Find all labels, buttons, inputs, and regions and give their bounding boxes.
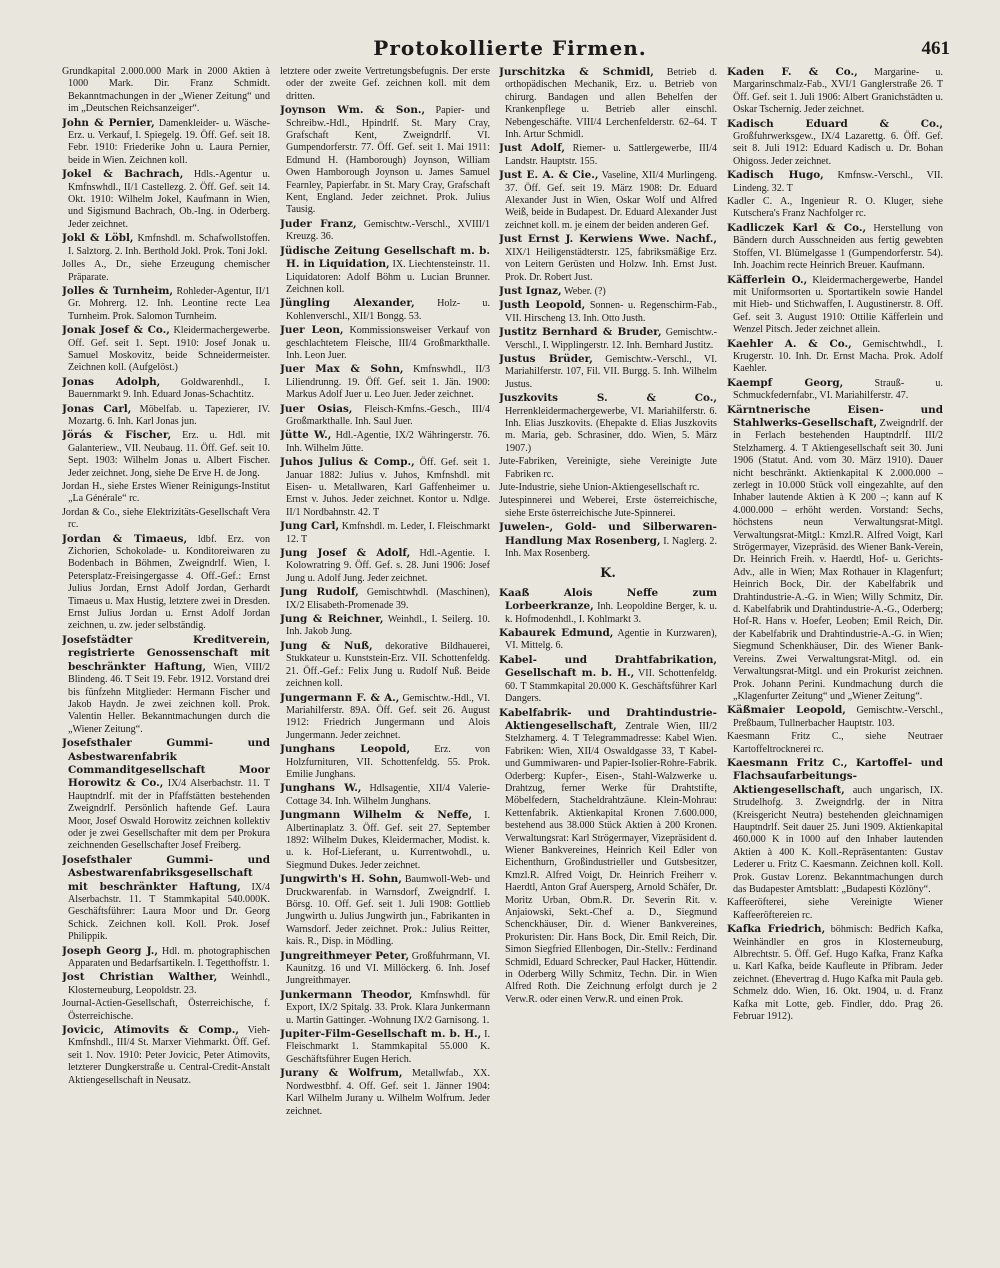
firm-name: Josefsthaler Gummi- und Asbestwarenfabrik Commanditgesellschaft Moor Horowitz & Co., [62, 737, 270, 790]
directory-entry [727, 274, 943, 337]
entry-text: Herstellung von Bändern durch Ausschneiden aus fertig gewebten Stoffen, VI. Blümelgasse 1 (Gumpendorferstr. 54). Inh. Joachim recte Heinrich Breuer. Kaufmann. [733, 222, 943, 272]
entry-text: IX/4 Alserbachstr. 11. T Stammkapital 540.000K. Geschäftsführer: Laura Moor und Dr. Georg Schick. Zeichnen koll. Koll. Prok. Josef Philippik. [68, 881, 270, 943]
entry-text: I. Fleischmarkt 1. Stammkapital 55.000 K. Geschäftsführer Eugen Herich. [286, 1029, 490, 1065]
entry-text: Vaseline, XII/4 Murlingeng. 37. Öff. Gef. seit 19. März 1908: Dr. Eduard Alexander Just in Wien, Oskar Wolf und Alfred Weiß, beide in Budapest. Dr. Eduard Alexander Just zeichnet koll. m. je einem der beiden anderen Gef. [505, 170, 717, 231]
page-title: Protokollierte Firmen. [373, 36, 647, 60]
entry-text: Kommissionsweiser Verkauf von geschlachtetem Fleische, III/4 Großmarkthalle. Inh. Leon Juer. [286, 325, 490, 361]
firm-name: Josefsthaler Gummi- und Asbestwarenfabriksgesellschaft mit beschränkter Haftung, [62, 853, 270, 893]
firm-name: Junghans Leopold, [280, 743, 411, 756]
directory-entry [280, 429, 490, 455]
entry-text: böhmisch: Bedřich Kafka, Weinhändler en gros in Klosterneuburg, Albrechtstr. 5. Öff. Gef. Hugo Kafka, Franz Kafka u. Karl Kafka, beide Kaufleute in Přibram. Jeder zeichnet. (Ehevertrag d. Hugo Kafka mit Paula geb. Schmelz ddo. Wien, 16. Okt. 1904, u. d. Franz Kafka mit Lotte, geb. Findler, ddo. Prag 26. Februar 1912). [733, 924, 943, 1023]
entry-text: Zweigndrlf. der in Ferlach bestehenden Hauptndrlf. III/2 Stelzhamerg. 4. T Aktiengesellschaft seit 30. Juni 1906 (Statut. And. vom 30. März 1910). Dauer nicht beschränkt. Aktienkapital K 2.000.000 – zerlegt in 10.000 Stück voll eingezahlte, auf den Inhaber lautende Aktien à K 200 –; kann auf K 4.000.000 – erhöht werden. Vorstand: Sechs, höchstens neun Verwaltungsrat-Mitgl. Verwaltungsrat-Mitgl.: Kmzl.R. Alfred Voigt, Karl Strögermayer, Vizepräsid. des Wiener Bank-Verein, Dr. Heinrich Freih. v. Haerdtl, Hof- u. Gerichts-Adv., alle in Wien; Max Rothauer in Klagenfurt; Heinrich Bock, Dir. der Kabelfabrik und Drahtindustrie-A.-G. in Wien; Willy Schmitz, Dir. d. Kabelfabrik und Drahtindustrie-A.-G., Oderberg; Hof-R. Hans v. Hoefer, Leoben; Emil Reich, Dir. der Kabelfabrik und Drahtindustrie-A.-G. in Wien; Siegmund Schenkhäuser, Dir. des Wiener Bank-Vereins. Zwei Verwaltungsrat-Mitgl. od. ein Verwaltungsrat-Mitgl. und ein Prokurist zeichnen. Prok. Johann Perini. Kundmachung durch die „Klagenfurter Zeitung“ und „Wiener Zeitung“. [733, 417, 943, 702]
entry-text: Hdl. m. photographischen Apparaten und Bedarfsartikeln. I. Tegetthoffstr. 1. [68, 945, 270, 970]
firm-name: Juhos Julius & Comp., [280, 456, 415, 469]
firm-name: Jovicic, Atimovits & Comp., [62, 1024, 239, 1037]
firm-name: Kaden F. & Co., [727, 66, 858, 78]
directory-entry [499, 627, 717, 653]
entry-text: Jute-Fabriken, Vereinigte, siehe Vereinigte Jute Fabriken rc. [499, 456, 717, 480]
directory-entry [280, 403, 490, 429]
directory-entry [727, 222, 943, 273]
firm-name: Jungermann F. & A., [280, 691, 400, 704]
entry-text: Weinhdl., I. Seilerg. 10. Inh. Jakob Jung. [286, 614, 490, 638]
entry-text: Sonnen- u. Regenschirm-Fab., VII. Hirscheng 13. Inh. Otto Justh. [505, 300, 717, 324]
firm-name: Jungwirth's H. Sohn, [280, 873, 402, 886]
entry-text: Damenkleider- u. Wäsche-Erz. u. Verkauf, I. Spiegelg. 19. Öff. Gef. seit 18. Febr. 1910: Friederike John u. Laura Pernier, beide in Wien. Zeichnen koll. [68, 117, 270, 166]
firm-name: Jokl & Löbl, [62, 232, 134, 245]
firm-name: Justus Brüder, [499, 352, 593, 365]
directory-entry [499, 169, 717, 232]
directory-entry [62, 259, 270, 284]
directory-entry [62, 403, 270, 429]
firm-name: Josefstädter Kreditverein, registrierte Genossenschaft mit beschränkter Haftung, [62, 633, 270, 673]
directory-entry [280, 363, 490, 401]
entry-text: dekorative Bildhauerei, Stukkateur u. Kunststein-Erz. VII. Schottenfeldg. 21. Öff.-Gef.: Felix Jung u. Rudolf Nuß. Beide zeichnen koll. [286, 640, 490, 690]
entry-text: Weber. (?) [564, 285, 606, 297]
firm-name: Jung Rudolf, [280, 586, 359, 599]
directory-entry [280, 782, 490, 808]
entry-text: Kaesmann Fritz C., siehe Neutraer Kartoffeltrocknerei rc. [727, 731, 943, 755]
entry-text: Kleidermachergewerbe, Handel mit Uniformsorten u. Sportartikeln sowie Handel mit Hieb- und Stichwaffen, I. Augustinerstr. 8. Off. Gef. seit 3. August 1910: Ottilie Käfferlein und Wenzel Pitsch. Jeder zeichnet allein. [733, 274, 943, 336]
firm-name: Jupiter-Film-Gesellschaft m. b. H., [280, 1028, 482, 1041]
firm-name: Jost Christian Walther, [62, 971, 218, 984]
firm-name: Junkermann Theodor, [280, 988, 413, 1001]
entry-text: Journal-Actien-Gesellschaft, Österreichische, f. Österreichische. [62, 998, 270, 1022]
directory-entry [280, 586, 490, 612]
entry-text: Strauß- u. Schmuckfedernfabr., VI. Mariahilferstr. 47. [733, 377, 943, 402]
firm-name: Kabel- und Drahtfabrikation, Gesellschaft m. b. H., [499, 653, 717, 680]
firm-name: Jung & Nuß, [280, 639, 373, 652]
directory-entry [499, 495, 717, 520]
page-header [60, 36, 960, 66]
entry-text: Papier- und Schreibw.-Hdl., Hpindrlf. St. Mary Cray, Grafschaft Kent, Zweigndrlf. VI. Gumpendorferstr. 77. Öff. Gef. seit 1. Mai 1911: Edmund H. (Hamborough) Joynson, William Owen Hamborough Joynson u. James Samuel Fearnley, Papierfabr. in St. Mary Cray, Grafschaft Kent, England. Jeder zeichnet. Prok. Julius Tausig. [286, 105, 490, 216]
section-letter: K. [600, 566, 616, 582]
entry-text: Betrieb d. orthopädischen Mechanik, Erz. u. Betrieb von chirurg. Bandagen und allen Behelfen der Krankenpflege u. Betrieb aller einschl. Nebengeschäfte. VIII/4 Lerchenfelderstr. 62–64. T Inh. Artur Schmidl. [505, 67, 717, 141]
entry-text: Gemischtwhdl., I. Krugerstr. 10. Inh. Dr. Ernst Macha. Prok. Adolf Kaehler. [733, 338, 943, 375]
firm-name: Kadisch Eduard & Co., [727, 117, 943, 130]
firm-name: Justh Leopold, [499, 299, 586, 312]
entry-text: Großfuhrwerksgew., IX/4 Lazarettg. 6. Öff. Gef. seit 8. Juli 1912: Eduard Kadisch u. Dr. Bohan Ohigoss. Jeder zeichnet. [733, 131, 943, 167]
directory-entry [499, 654, 717, 706]
directory-entry [280, 1028, 490, 1066]
directory-entry [727, 704, 943, 730]
directory-entry [280, 297, 490, 323]
entry-text: Gemischtwhdl. (Maschinen), IX/2 Elisabeth-Promenade 39. [286, 587, 490, 611]
entry-text: Hdl.-Agentie. I. Kolowratring 9. Öff. Gef. s. 28. Juni 1906: Josef Jung u. Adolf Jung. Jeder zeichnet. [286, 548, 490, 584]
firm-name: Kaesmann Fritz C., Kartoffel- und Flachsaufarbeitungs-Aktiengesellschaft, [727, 756, 943, 796]
directory-entry [499, 353, 717, 391]
directory-entry [62, 854, 270, 944]
directory-entry [280, 743, 490, 781]
directory-entry [62, 324, 270, 375]
entry-text: Grundkapital 2.000.000 Mark in 2000 Aktien à 1000 Mark. Dir. Franz Schmidt. Bekanntmachungen in der „Wiener Zeitung“ und im „Deutschen Reichsanzeiger“. [62, 66, 270, 115]
directory-entry [727, 338, 943, 376]
directory-entry [280, 218, 490, 244]
entry-text: Inh. Leopoldine Berger, k. u. k. Hofmodenhdl., I. Kohlmarkt 3. [505, 601, 717, 625]
column-3 [499, 66, 717, 1254]
entry-text: Hdl.-Agentie, IX/2 Währingerstr. 76. Inh. Wilhelm Jütte. [286, 430, 490, 454]
directory-entry [62, 998, 270, 1023]
directory-entry [280, 613, 490, 639]
firm-name: Juwelen-, Gold- und Silberwaren-Handlung Max Rosenberg, [499, 521, 717, 547]
entry-text: Erz. von Holzfurnituren, VII. Schottenfeldg. 55. Prok. Emilie Junghans. [286, 744, 490, 780]
column-1 [62, 66, 270, 1254]
entry-text: Weinhdl., Klosterneuburg, Leopoldstr. 23. [68, 972, 270, 996]
firm-name: Jordan & Timaeus, [62, 532, 188, 545]
firm-name: Jonak Josef & Co., [62, 324, 170, 337]
entry-text: Möbelfab. u. Tapezierer, IV. Mozartg. 6. Inh. Karl Jonas jun. [68, 403, 270, 427]
entry-text: Goldwarenhdl., I. Bauernmarkt 9. Inh. Eduard Jonas-Schachtitz. [68, 376, 270, 401]
directory-entry [727, 757, 943, 896]
directory-entry [727, 169, 943, 195]
entry-text: Wien, VIII/2 Blindeng. 46. T Seit 19. Febr. 1912. Vorstand drei bis fünfzehn Mitglieder: Hermann Fischer und Jakob Haydn. Je zwei zeichnen koll. Prok. Valentin Heller. Bekanntmachungen durch die „Wiener Zeitung“. [68, 661, 270, 735]
directory-entry [62, 66, 270, 116]
firm-name: Kaehler A. & Co., [727, 337, 852, 350]
entry-text: Holz- u. Kohlenverschl., XII/1 Bongg. 53. [286, 298, 490, 322]
directory-entry [280, 692, 490, 743]
directory-entry [62, 117, 270, 168]
firm-name: Jütte W., [280, 429, 332, 442]
directory-entry [499, 587, 717, 626]
entry-text: Rohleder-Agentur, II/1 Gr. Mohrerg. 12. Inh. Leontine recte Lea Turnheim. Prok. Salomon Turnheim. [68, 285, 270, 322]
firm-name: Just E. A. & Cie., [499, 169, 599, 182]
entry-text: Hdlsagentie, XII/4 Valerie-Cottage 34. Inh. Wilhelm Junghans. [286, 783, 490, 807]
directory-entry [499, 392, 717, 455]
entry-text: Kmfnswhdl. für Export, IX/2 Spitalg. 33. Prok. Klara Junkermann u. Martin Gattinger. -Wohnung IX/2 Garnisong. 1. [286, 989, 490, 1026]
firm-name: Jungmann Wilhelm & Neffe, [280, 809, 473, 822]
directory-entry [62, 737, 270, 853]
firm-name: Jung Carl, [280, 520, 340, 533]
entry-text: letztere oder zweite Vertretungsbefugnis. Der erste oder der zweite Gef. zeichnen koll. mit dem dritten. [280, 66, 490, 102]
entry-text: Riemer- u. Sattlergewerbe, III/4 Landstr. Hauptstr. 155. [505, 143, 717, 167]
firm-name: Jurany & Wolfrum, [280, 1067, 403, 1080]
directory-entry [280, 520, 490, 546]
firm-name: Juszkovits S. & Co., [499, 392, 717, 405]
firm-name: Just Ernst J. Kerwiens Wwe. Nachf., [499, 233, 717, 246]
directory-entry [499, 142, 717, 168]
directory-entry [62, 533, 270, 633]
directory-entry [499, 521, 717, 560]
firm-name: Juder Franz, [280, 217, 357, 230]
firm-name: Jüdische Zeitung Gesellschaft m. b. H. in Liquidation, [280, 244, 490, 271]
directory-entry [62, 1024, 270, 1087]
entry-text: Gemischtw.-Verschl., Preßbaum, Tullnerbacher Hauptstr. 103. [733, 705, 943, 729]
entry-text: Gemischtw.-Verschl., I. Wipplingerstr. 12. Inh. Bernhard Justitz. [505, 327, 717, 351]
directory-entry [280, 324, 490, 362]
entry-text: I. Naglerg. 2. Inh. Max Rosenberg. [505, 535, 717, 560]
directory-entry [499, 285, 717, 298]
directory-entry [280, 104, 490, 217]
directory-entry [280, 640, 490, 691]
firm-name: Kafka Friedrich, [727, 923, 826, 936]
directory-entry [280, 809, 490, 872]
entry-text: Herrenkleidermachergewerbe, VI. Mariahilferstr. 6. Inh. Elias Juszkovits. (Ehepakte d. Elias Juszkovits m. Maria, geb. Schrasiner, ddo. Wien, 5. März 1907.) [505, 405, 717, 454]
directory-entry [280, 66, 490, 103]
column-4 [727, 66, 943, 1254]
entry-text: Fleisch-Kmfns.-Gesch., III/4 Großmarkthalle. Inh. Saul Juer. [286, 403, 490, 427]
entry-text: Gemischtw.-Hdl., VI. Mariahilferstr. 89A. Öff. Gef. seit 26. August 1912: Friedrich Jungermann und Alois Jungermann. Jeder zeichnet. [286, 692, 490, 741]
directory-entry [62, 945, 270, 971]
entry-text: IX. Liechtensteinstr. 11. Liquidatoren: Adolf Böhm u. Lucian Brunner. Zeichnen koll. [286, 259, 490, 295]
firm-name: Jung Josef & Adolf, [280, 547, 411, 560]
entry-text: I. Albertinaplatz 3. Öff. Gef. seit 27. September 1892: Wilhelm Dukes, Kleidermacher, Modist. k. u. k. Hof-Lieferant, u. Kurrentwohdl., u. Siegmund Dukes. Jeder zeichnet. [286, 810, 490, 871]
directory-entry [499, 482, 717, 494]
directory-entry [62, 285, 270, 323]
entry-text: VII. Schottenfeldg. 60. T Stammkapital 20.000 K. Geschäftsführer Karl Dangers. [505, 668, 717, 705]
firm-name: Jolles & Turnheim, [62, 284, 173, 297]
firm-name: Jokel & Bachrach, [62, 168, 184, 181]
directory-entry [727, 196, 943, 221]
directory-entry [499, 456, 717, 481]
entry-text: Metallwfab., XX. Nordwestbhf. 4. Off. Gef. seit 1. Jänner 1904: Karl Wilhelm Jurany u. Wilhelm Wolfrum. Jeder zeichnet. [286, 1068, 490, 1117]
entry-text: Kadler C. A., Ingenieur R. O. Kluger, siehe Kutschera's Franz Nachfolger rc. [727, 196, 943, 220]
entry-text: Jolles A., Dr., siehe Erzeugung chemischer Präparate. [62, 259, 270, 283]
entry-text: IX/4 Alserbachstr. 11. T Hauptndrlf. mit der in Pfaffstätten bestehenden Zweigndrlf. Persönlich haftende Gef. Laura Moor, Josef Oswald Horowitz zeichnen kollektiv oder je zwei Gesellschafter mit dem per Prokura zeichnenden Gesellschafter Josef Freiberg. [68, 778, 270, 852]
directory-entry [727, 404, 943, 704]
directory-entry [727, 377, 943, 403]
entry-text: Baumwoll-Web- und Druckwarenfab. in Warnsdorf, Zweigndrlf. I. Börsg. 10. Off. Gef. seit 1. Juli 1908: Gottlieb Jungwirth u. Julius Jungwirth jun., Fabrikanten in Warnsdorf. Jeder zeichnet. Prok.: Julius Reitter, kais. R., Disp. in Mödling. [286, 874, 490, 948]
firm-name: Junghans W., [280, 782, 362, 795]
directory-entry [499, 66, 717, 141]
directory-entry [499, 299, 717, 325]
firm-name: Jungreithmeyer Peter, [280, 949, 410, 962]
entry-text: Zentrale Wien, III/2 Stelzhamerg. 4. T Telegrammadresse: Kabel Wien. Fabriken: Wien, XII/4 Oswaldgasse 33, T Kabel- und Gummiwaren- und Papier-Isolier-Rohre-Fabrik. Oderberg: Kupfer-, Eisen-, Stahl-Walzwerke u. Drahtzug, ferner Werke für Drahtstifte, Möbelfedern, Stacheldrahtzäune. Klein-Mohrau: Kettenfabrik. Aktienkapital Kronen 7.600.000, bestehend aus 38.000 Stück Aktien à 200 Kronen. Verwaltungsrat: Karl Strögermayer, Vizepräsident d. Wiener Bankvereines, Heinrich Keil Edler von Eichenthurn, Großindustrieller und Gutsbesitzer, Kmzl.R. Alfred Voigt, Dr. Heinrich Freiherr v. Haerdtl, Anton Graf Auersperg, Arnold Schäfer, Dr. Moritz Urban, Obm.R. Dr. Severin Rit. v. Anjaiowski, Sekt.-Chef a. D., Siegmund Schenckhäuser, Dir. d. Wiener Bankvereines, Prokuristen: Dir. Hans Bock, Dir. Emil Reich, Dir. Simon Siegfried Ellenbogen, Dir.-Stellv.: Ferdinand Schmidl, Eduard Schrecker, Paul Hacker, Hüttendir. in Oderberg Willy Schmitz, Techn. Dir. in Wien Alfred Roth. Die Zeichnung erfolgt durch je 2 Verw.R. oder einen Verw.R. und einen Prok. [505, 720, 717, 1005]
entry-text: Erz. u. Hdl. mit Galanteriew., VII. Neubaug. 11. Öff. Gef. seit 10. Sept. 1903: Wilhelm Jonas u. Albert Fischer. Jeder zeichnet. Jong, siehe De Erve H. de Jong. [68, 430, 270, 479]
entry-text: Kmfnsw.-Verschl., VII. Lindeng. 32. T [733, 170, 943, 194]
entry-text: Kleidermachergewerbe. Off. Gef. seit 1. Sept. 1910: Josef Jonak u. Samuel Moskovitz, beide Schneidermeister. Zeichnen koll. (Aufgelöst.) [68, 325, 270, 374]
entry-text: Margarine- u. Margarinschmalz-Fab., XVI/1 Ganglerstraße 26. T Öff. Gef. seit 1. Juli 1906: Albert Granichstädten u. Oskar Tschernig. Jeder zeichnet. [733, 67, 943, 116]
entry-text: Agentie in Kurzwaren), VI. Mittelg. 6. [505, 628, 717, 652]
firm-name: Just Ignaz, [499, 284, 562, 297]
firm-name: Just Adolf, [499, 142, 565, 155]
entry-text: Großfuhrmann, VI. Kaunitzg. 16 und VI. Millöckerg. 6. Inh. Josef Jungreithmayer. [286, 950, 490, 987]
directory-entry [62, 376, 270, 402]
entry-text: Kmfnshdl. m. Leder, I. Fleischmarkt 12. T [286, 521, 490, 545]
directory-entry [62, 429, 270, 480]
directory-entry [280, 989, 490, 1027]
directory-entry [727, 118, 943, 169]
entry-text: auch ungarisch, IX. Strudelhofg. 3. Zweigndrlg. der in Nitra (Kreisgericht Neutra) bestehenden gleichnamigen Hauptndrlf. Seit dauer 25. Juni 1909. Aktienkapital 460.000 K in 1000 auf den Inhaber lautenden Aktien à 400 K. Koll.-Repräsentanten: Gustav Lederer u. Fritz C. Kaesmann. Zeichnen koll. Koll. Prok. Gustav Lorenz. Bekanntmachungen durch das Budapester Amtsblatt: „Budapesti Közlöny“. [733, 784, 943, 895]
firm-name: Juer Max & Sohn, [280, 363, 404, 376]
entry-text: ldbf. Erz. von Zichorien, Schokolade- u. Konditoreiwaren zu Bodenbach in Böhmen, Zweigndrlf. Wien, I. Petersplatz-Freisingergasse 4. Off.-Gef.: Ernst Julius Jordan, Ernst Adolf Jordan, Gerhardt Timaeus u. Max Hustig, letztere zwei in Dresden. Ernst Julius Jordan u. Ernst Adolf Jordan zeichnen, u. zw. jeder selbständig. [68, 533, 270, 632]
firm-name: Juer Osias, [280, 402, 353, 415]
firm-name: Juer Leon, [280, 324, 344, 337]
firm-name: Justitz Bernhard & Bruder, [499, 326, 662, 339]
directory-entry [727, 923, 943, 1023]
entry-text: Gemischtw.-Verschl., VI. Mariahilferstr. 107, Fil. VII. Burgg. 5. Inh. Wilhelm Justus. [505, 353, 717, 390]
directory-entry [499, 233, 717, 284]
firm-name: Kadisch Hugo, [727, 169, 824, 182]
directory-entry [62, 232, 270, 258]
entry-text: Öff. Gef. seit 1. Januar 1882: Julius v. Juhos, Kmfnshdl. mit Eisen- u. Metallwaren, Karl Gaffenheimer u. Ernst v. Juhos. Jeder zeichnet. Kontor u. Ndlge. II/1 Nordbahnstr. 42. T [286, 457, 490, 518]
firm-name: Kabelfabrik- und Drahtindustrie-Aktiengesellschaft, [499, 706, 717, 732]
firm-name: Kaaß Alois Neffe zum Lorbeerkranze, [499, 586, 717, 613]
firm-name: Kabaurek Edmund, [499, 627, 614, 640]
directory-entry [280, 456, 490, 519]
column-2 [280, 66, 490, 1254]
firm-name: Kadliczek Karl & Co., [727, 221, 867, 234]
directory-entry [499, 326, 717, 352]
firm-name: Jonas Adolph, [62, 375, 161, 388]
directory-entry [280, 547, 490, 585]
firm-name: John & Pernier, [62, 116, 155, 129]
firm-name: Jörás & Fischer, [62, 429, 172, 442]
entry-text: Kaffeeröfterei, siehe Vereinigte Wiener Kaffeeröftereien rc. [727, 897, 943, 921]
entry-text: Gemischtw.-Verschl., XVIII/1 Kreuzg. 36. [286, 218, 490, 243]
firm-name: Jurschitzka & Schmidl, [499, 66, 654, 78]
directory-entry [280, 950, 490, 988]
directory-entry [62, 634, 270, 736]
firm-name: Jonas Carl, [62, 402, 132, 415]
page-number: 461 [921, 38, 950, 59]
entry-text: Vieh-Kmfnshdl., III/4 St. Marxer Viehmarkt. Öff. Gef. seit 1. Nov. 1910: Peter Jovicic, Peter Atimovits, letzterer Dungkerstraße u. Central-Credit-Anstalt Aktiengesellschaft in Neusatz. [68, 1025, 270, 1086]
firm-name: Kaempf Georg, [727, 376, 844, 389]
directory-entry [62, 168, 270, 231]
directory-entry [62, 481, 270, 506]
firm-name: Käfferlein O., [727, 273, 808, 286]
firm-name: Joynson Wm. & Son., [280, 104, 426, 117]
firm-name: Kärntnerische Eisen- und Stahlwerks-Gesellschaft, [727, 403, 943, 429]
directory-entry [499, 707, 717, 1007]
directory-entry [727, 66, 943, 117]
entry-text: Jute-Industrie, siehe Union-Aktiengesellschaft rc. [499, 482, 700, 493]
directory-entry [280, 873, 490, 948]
directory-entry [727, 897, 943, 922]
firm-name: Joseph Georg J., [62, 944, 158, 957]
firm-name: Käßmaier Leopold, [727, 704, 846, 717]
entry-text: Jutespinnerei und Weberei, Erste österreichische, siehe Erste österreichische Jute-Spinnerei. [499, 495, 717, 519]
directory-entry [62, 507, 270, 532]
firm-name: Jung & Reichner, [280, 613, 384, 626]
directory-entry [62, 971, 270, 997]
entry-text: Jordan & Co., siehe Elektrizitäts-Gesellschaft Vera rc. [62, 506, 270, 531]
directory-entry [727, 731, 943, 756]
entry-text: Kmfnshdl. m. Schafwollstoffen. I. Salztorg. 2. Inh. Berthold Jokl. Prok. Toni Jokl. [68, 233, 270, 257]
entry-text: Hdls.-Agentur u. Kmfnswhdl., II/1 Castellezg. 2. Öff. Gef. seit 14. Okt. 1910: Wilhelm Jokel, Kaufmann in Wien, und Sigismund Bachrach, Ob.-Ing. in Oderberg. Jeder zeichnet. [68, 169, 270, 230]
entry-text: Jordan H., siehe Erstes Wiener Reinigungs-Institut „La Générale“ rc. [62, 481, 270, 505]
entry-text: Kmfnswhdl., II/3 Liliendrunng. 19. Öff. Gef. seit 1. Jän. 1900: Markus Adolf Juer u. Leo Juer. Jeder zeichnet. [286, 364, 490, 401]
directory-entry [280, 1067, 490, 1118]
firm-name: Jüngling Alexander, [280, 297, 415, 310]
directory-entry [280, 245, 490, 297]
entry-text: XIX/1 Heiligenstädterstr. 125, fabriksmäßige Erz. von Leitern Gerüsten und Holzw. Inh. Ernst Just. Prok. Dr. Robert Just. [505, 246, 717, 283]
